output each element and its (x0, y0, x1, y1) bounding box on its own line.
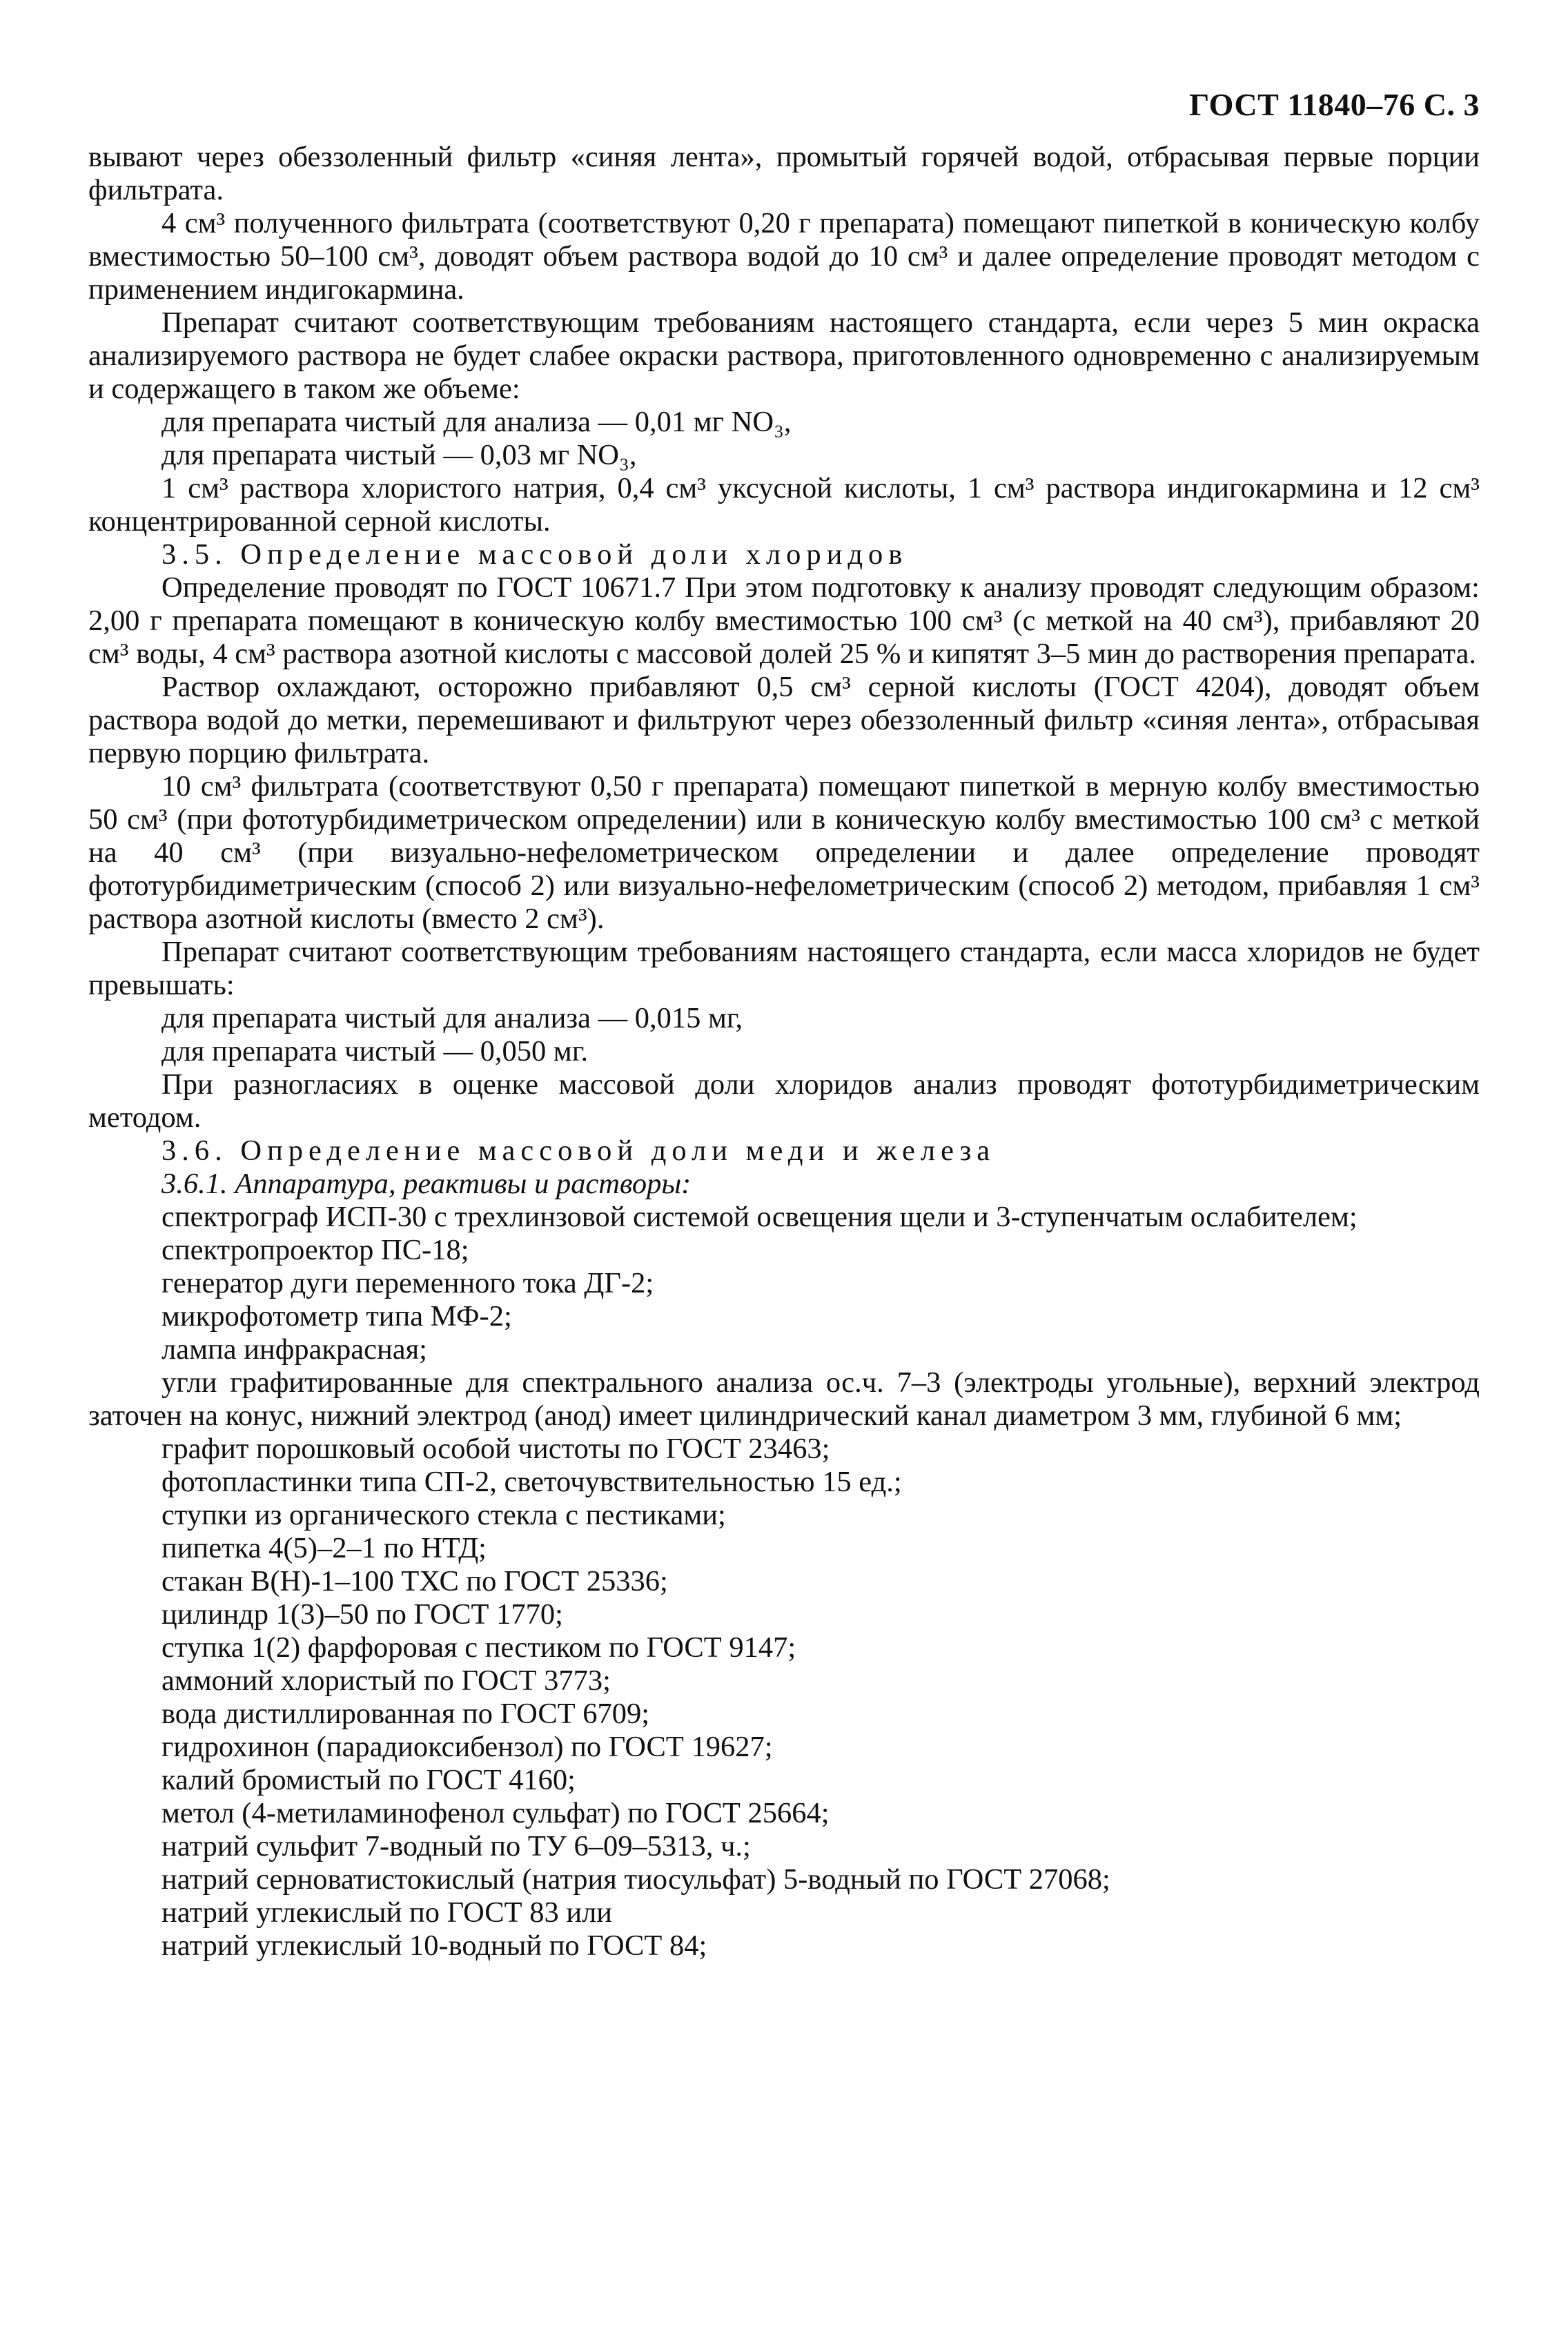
paragraph: 4 см³ полученного фильтрата (соответствуют 0,20 г препарата) помещают пипеткой в коническую колбу вместимостью 50–100 см³, доводят объем раствора водой до 10 см³ и далее определение проводят методом с применением индигокармина. (88, 207, 1480, 306)
list-item: для препарата чистый — 0,050 мг. (161, 1035, 589, 1068)
list-item: натрий углекислый 10-водный по ГОСТ 84; (161, 1929, 707, 1962)
list-item: стакан В(Н)-1–100 ТХС по ГОСТ 25336; (161, 1565, 668, 1598)
paragraph: Определение проводят по ГОСТ 10671.7 При этом подготовку к анализу проводят следующим образом: 2,00 г препарата помещают в коническую колбу вместимостью 100 см³ (с меткой на 40 см³), прибавляют 20 см³ воды, 4 см³ раствора азотной кислоты с массовой долей 25 % и кипятят 3–5 мин до растворения препарата. (88, 571, 1480, 670)
list-item: спектрограф ИСП-30 с трехлинзовой системой освещения щели и 3-ступенчатым ослабителем; (161, 1201, 1358, 1233)
list-item: пипетка 4(5)–2–1 по НТД; (161, 1532, 487, 1564)
list-item: для препарата чистый — 0,03 мг NO₃, (161, 439, 637, 471)
paragraph: При разногласиях в оценке массовой доли хлоридов анализ проводят фототурбидиметрическим методом. (88, 1068, 1480, 1134)
paragraph: 10 см³ фильтрата (соответствуют 0,50 г препарата) помещают пипеткой в мерную колбу вместимостью 50 см³ (при фототурбидиметрическом определении) или в коническую колбу вместимостью 100 см³ с меткой на 40 см³ (при визуально-нефелометрическом определении и далее определение проводят фототурбидиметрическим (способ 2) или визуально-нефелометрическим (способ 2) методом, прибавляя 1 см³ раствора азотной кислоты (вместо 2 см³). (88, 770, 1480, 935)
list-item: метол (4-метиламинофенол сульфат) по ГОСТ 25664; (161, 1797, 830, 1829)
list-item: калий бромистый по ГОСТ 4160; (161, 1764, 576, 1796)
list-item: спектропроектор ПС-18; (161, 1234, 469, 1266)
list-item: для препарата чистый для анализа — 0,015 мг, (161, 1002, 743, 1034)
section-heading: 3.6. Определение массовой доли меди и железа (161, 1134, 996, 1167)
page-header: ГОСТ 11840–76 С. 3 (1188, 87, 1480, 122)
list-item: графит порошковый особой чистоты по ГОСТ 23463; (161, 1433, 830, 1465)
list-item: угли графитированные для спектрального анализа ос.ч. 7–3 (электроды угольные), верхний электрод заточен на конус, нижний электрод (анод) имеет цилиндрический канал диаметром 3 мм, глубиной 6 мм; (88, 1366, 1480, 1432)
list-item: лампа инфракрасная; (161, 1333, 427, 1366)
list-item: аммоний хлористый по ГОСТ 3773; (161, 1664, 611, 1697)
list-item: натрий углекислый по ГОСТ 83 или (161, 1896, 613, 1929)
list-item: гидрохинон (парадиоксибензол) по ГОСТ 19627; (161, 1731, 773, 1763)
list-item: натрий сульфит 7-водный по ТУ 6–09–5313, ч.; (161, 1830, 751, 1863)
list-item: микрофотометр типа МФ-2; (161, 1300, 512, 1333)
document-page (88, 88, 1480, 1963)
equipment-list (88, 1201, 1480, 1963)
list-item: вода дистиллированная по ГОСТ 6709; (161, 1698, 650, 1730)
paragraph: 1 см³ раствора хлористого натрия, 0,4 см³ уксусной кислоты, 1 см³ раствора индигокармина и 12 см³ концентрированной серной кислоты. (88, 472, 1480, 538)
list-item: ступка 1(2) фарфоровая с пестиком по ГОСТ 9147; (161, 1631, 796, 1664)
paragraph: Раствор охлаждают, осторожно прибавляют 0,5 см³ серной кислоты (ГОСТ 4204), доводят объем раствора водой до метки, перемешивают и фильтруют через обеззоленный фильтр «синяя лента», отбрасывая первую порцию фильтрата. (88, 671, 1480, 769)
section-heading: 3.5. Определение массовой доли хлоридов (161, 538, 908, 571)
list-item: ступки из органического стекла с пестиками; (161, 1499, 726, 1531)
list-item: фотопластинки типа СП-2, светочувствительностью 15 ед.; (161, 1466, 902, 1498)
list-item: генератор дуги переменного тока ДГ-2; (161, 1267, 654, 1299)
paragraph: вывают через обеззоленный фильтр «синяя лента», промытый горячей водой, отбрасывая первые порции фильтрата. (88, 141, 1480, 206)
paragraph: Препарат считают соответствующим требованиям настоящего стандарта, если масса хлоридов не будет превышать: (88, 936, 1480, 1001)
list-item: цилиндр 1(3)–50 по ГОСТ 1770; (161, 1598, 563, 1631)
list-item: для препарата чистый для анализа — 0,01 мг NO₃, (161, 406, 792, 438)
subsection-heading: 3.6.1. Аппаратура, реактивы и растворы: (161, 1168, 692, 1200)
list-item: натрий серноватистокислый (натрия тиосульфат) 5-водный по ГОСТ 27068; (161, 1863, 1110, 1896)
paragraph: Препарат считают соответствующим требованиям настоящего стандарта, если через 5 мин окраска анализируемого раствора не будет слабее окраски раствора, приготовленного одновременно с анализируемым и содержащего в таком же объеме: (88, 306, 1480, 405)
